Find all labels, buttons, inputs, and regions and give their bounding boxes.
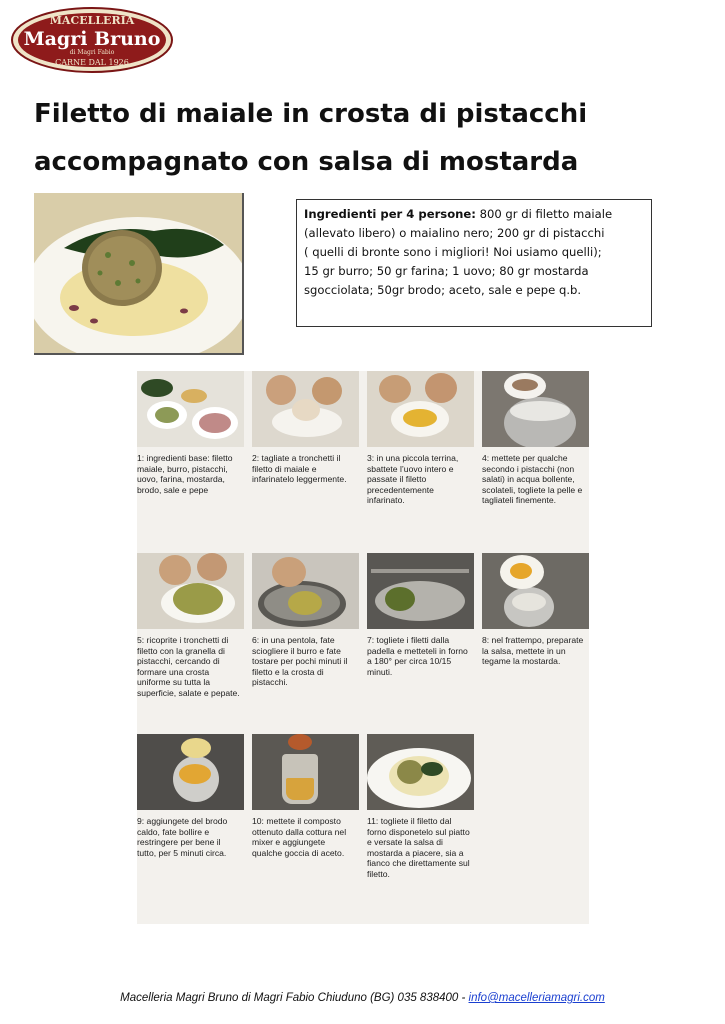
recipe-title-line2: accompagnato con salsa di mostarda <box>34 147 579 177</box>
step-10-photo <box>252 734 359 810</box>
recipe-title-line1: Filetto di maiale in crosta di pistacchi <box>34 99 588 129</box>
step-2 <box>252 371 359 485</box>
steps-grid <box>137 371 589 924</box>
step-2-caption: 2: tagliate a tronchetti il filetto di maiale e infarinatelo leggermente. <box>252 453 347 485</box>
ingredients-line4: 15 gr burro; 50 gr farina; 1 uovo; 80 gr mostarda <box>304 264 589 278</box>
step-8-caption: 8: nel frattempo, preparate la salsa, mettete in un tegame la mostarda. <box>482 635 584 667</box>
step-5-photo <box>137 553 244 629</box>
logo-name: Magri Bruno <box>23 28 161 50</box>
hero-dish-photo <box>34 193 244 355</box>
step-8 <box>482 553 589 667</box>
step-3 <box>367 371 474 506</box>
logo-top-text: MACELLERIA <box>49 14 135 27</box>
step-4-caption: 4: mettete per qualche secondo i pistacchi (non salati) in acqua bollente, scolateli, togliete la pelle e tagliateli finemente. <box>482 453 583 506</box>
ingredients-line2: (allevato libero) o maialino nero; 200 gr di pistacchi <box>304 226 605 240</box>
step-5-caption: 5: ricoprite i tronchetti di filetto con la granella di pistacchi, cercando di formare una crosta uniforme su tutta la superficie, salate e pepate. <box>137 635 240 698</box>
step-11-photo <box>367 734 474 810</box>
step-1-caption: 1: ingredienti base: filetto maiale, burro, pistacchi, uovo, farina, mostarda, brodo, sale e pepe <box>137 453 233 495</box>
step-3-caption: 3: in una piccola terrina, sbattete l’uovo intero e passate il filetto precedentemente infarinato. <box>367 453 459 506</box>
logo-sub: di Magri Fabio <box>69 49 115 56</box>
step-1 <box>137 371 244 495</box>
recipe-title <box>34 90 694 186</box>
ingredients-box <box>296 199 652 327</box>
step-4-photo <box>482 371 589 447</box>
step-11 <box>367 734 474 880</box>
step-2-photo <box>252 371 359 447</box>
step-7-photo <box>367 553 474 629</box>
footer-email-link[interactable]: info@macelleriamagri.com <box>468 992 605 1004</box>
macelleria-logo <box>10 6 174 74</box>
step-6-caption: 6: in una pentola, fate sciogliere il burro e fate tostare per pochi minuti il filetto e la crosta di pistacchi. <box>252 635 348 688</box>
step-5 <box>137 553 244 699</box>
ingredients-heading: Ingredienti per 4 persone: <box>304 207 476 221</box>
step-6-photo <box>252 553 359 629</box>
footer <box>0 992 725 1004</box>
footer-phone: 035 838400 - <box>394 992 469 1004</box>
step-1-photo <box>137 371 244 447</box>
step-6 <box>252 553 359 688</box>
footer-shop: Macelleria Magri Bruno di Magri Fabio Chiuduno (BG) <box>120 992 395 1004</box>
step-7-caption: 7: togliete i filetti dalla padella e metteteli in forno a 180° per circa 10/15 minuti. <box>367 635 468 677</box>
step-10 <box>252 734 359 858</box>
ingredients-line1: 800 gr di filetto maiale <box>475 207 613 221</box>
step-11-caption: 11: togliete il filetto dal forno disponetelo sul piatto e versate la salsa di mostarda a piacere, sia a fianco che direttamente sul filetto. <box>367 816 470 879</box>
step-4 <box>482 371 589 506</box>
step-7 <box>367 553 474 677</box>
step-8-photo <box>482 553 589 629</box>
logo-bottom-text: CARNE DAL 1926 <box>55 58 129 67</box>
step-9-caption: 9: aggiungete del brodo caldo, fate bollire e restringere per bene il tutto, per 5 minuti circa. <box>137 816 228 858</box>
step-9 <box>137 734 244 858</box>
step-9-photo <box>137 734 244 810</box>
ingredients-line3: ( quelli di bronte sono i migliori! Noi usiamo quelli); <box>304 245 602 259</box>
ingredients-line5: sgocciolata; 50gr brodo; aceto, sale e pepe q.b. <box>304 283 582 297</box>
step-3-photo <box>367 371 474 447</box>
step-10-caption: 10: mettete il composto ottenuto dalla cottura nel mixer e aggiungete qualche goccia di aceto. <box>252 816 347 858</box>
